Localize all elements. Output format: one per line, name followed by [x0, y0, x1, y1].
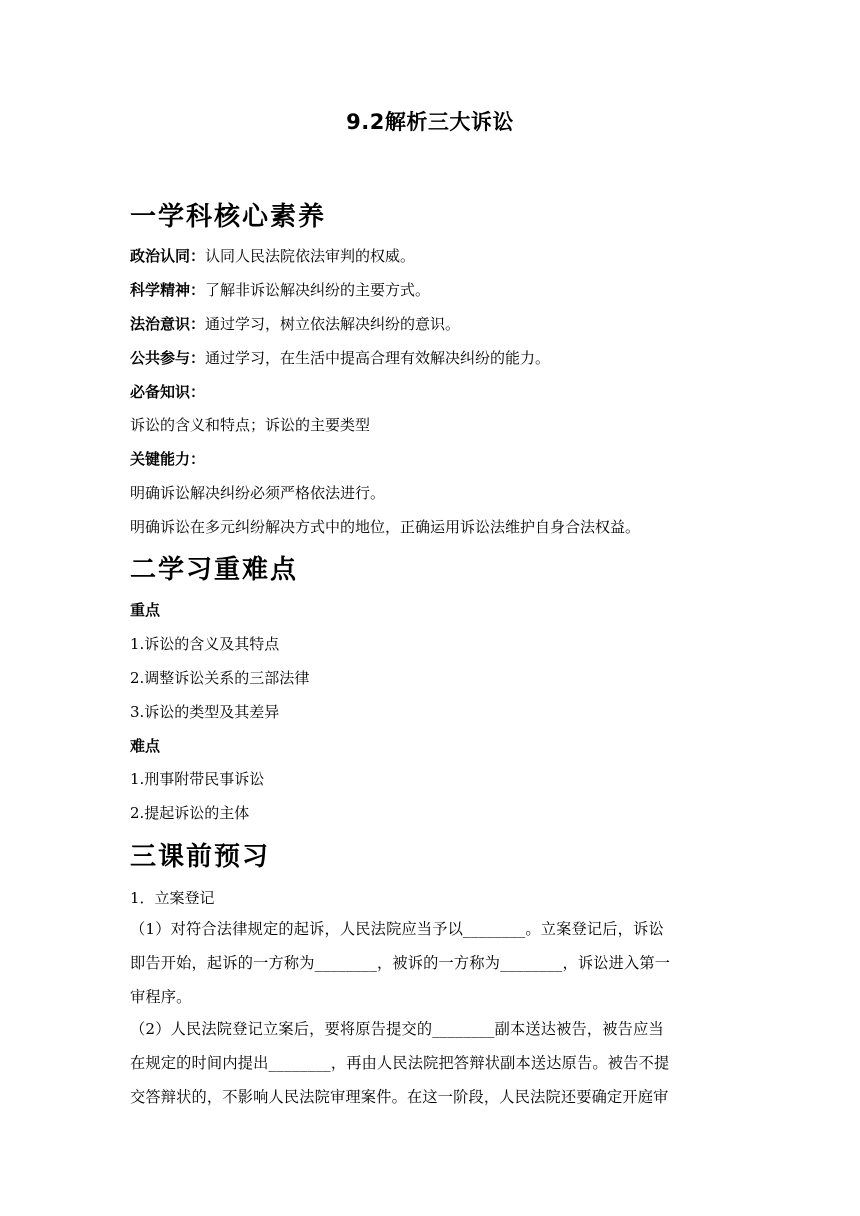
key-point-item: 1.诉讼的含义及其特点 [130, 635, 280, 653]
literacy-item [130, 280, 430, 300]
section-heading-preview: 三课前预习 [130, 842, 271, 872]
knowledge-label: 必备知识： [130, 383, 206, 401]
literacy-text: 通过学习，在生活中提高合理有效解决纠纷的能力。 [205, 349, 551, 367]
paragraph-line: 审程序。 [130, 988, 192, 1006]
literacy-label: 公共参与： [130, 349, 206, 367]
key-point-item: 2.调整诉讼关系的三部法律 [130, 669, 310, 687]
preview-paragraph-2 [130, 1012, 730, 1114]
paragraph-line: 交答辩状的，不影响人民法院审理案件。在这一阶段，人民法院还要确定开庭审 [130, 1088, 669, 1106]
literacy-item [130, 246, 415, 266]
difficult-point-item: 2.提起诉讼的主体 [130, 804, 250, 822]
literacy-text: 通过学习，树立依法解决纠纷的意识。 [205, 315, 461, 333]
literacy-label: 科学精神： [130, 281, 206, 299]
difficult-points-label: 难点 [130, 737, 161, 755]
literacy-label: 政治认同： [130, 247, 206, 265]
difficult-point-item: 1.刑事附带民事诉讼 [130, 770, 265, 788]
preview-paragraph-1 [130, 912, 730, 1014]
literacy-text: 认同人民法院依法审判的权威。 [205, 247, 416, 265]
document-title: 9.2解析三大诉讼 [346, 110, 514, 134]
key-points-label: 重点 [130, 601, 161, 619]
literacy-item [130, 314, 460, 334]
knowledge-text: 诉讼的含义和特点；诉讼的主要类型 [130, 416, 371, 434]
paragraph-line: （2）人民法院登记立案后，要将原告提交的________副本送达被告，被告应当 [130, 1020, 664, 1038]
key-point-item: 3.诉讼的类型及其差异 [130, 703, 280, 721]
ability-line: 明确诉讼在多元纠纷解决方式中的地位，正确运用诉讼法维护自身合法权益。 [130, 518, 641, 536]
ability-line: 明确诉讼解决纠纷必须严格依法进行。 [130, 484, 386, 502]
section-heading-key-points: 二学习重难点 [130, 555, 299, 585]
paragraph-line: （1）对符合法律规定的起诉，人民法院应当予以________。立案登记后，诉讼 [130, 920, 664, 938]
literacy-text: 了解非诉讼解决纠纷的主要方式。 [205, 281, 431, 299]
literacy-item [130, 348, 550, 368]
ability-label: 关键能力： [130, 450, 206, 468]
section-heading-core-literacy: 一学科核心素养 [130, 202, 327, 232]
literacy-label: 法治意识： [130, 315, 206, 333]
paragraph-line: 在规定的时间内提出________，再由人民法院把答辩状副本送达原告。被告不提 [130, 1054, 670, 1072]
paragraph-line: 即告开始，起诉的一方称为________，被诉的一方称为________，诉讼进入第一 [130, 954, 671, 972]
preview-subheading: 1．立案登记 [130, 889, 215, 907]
